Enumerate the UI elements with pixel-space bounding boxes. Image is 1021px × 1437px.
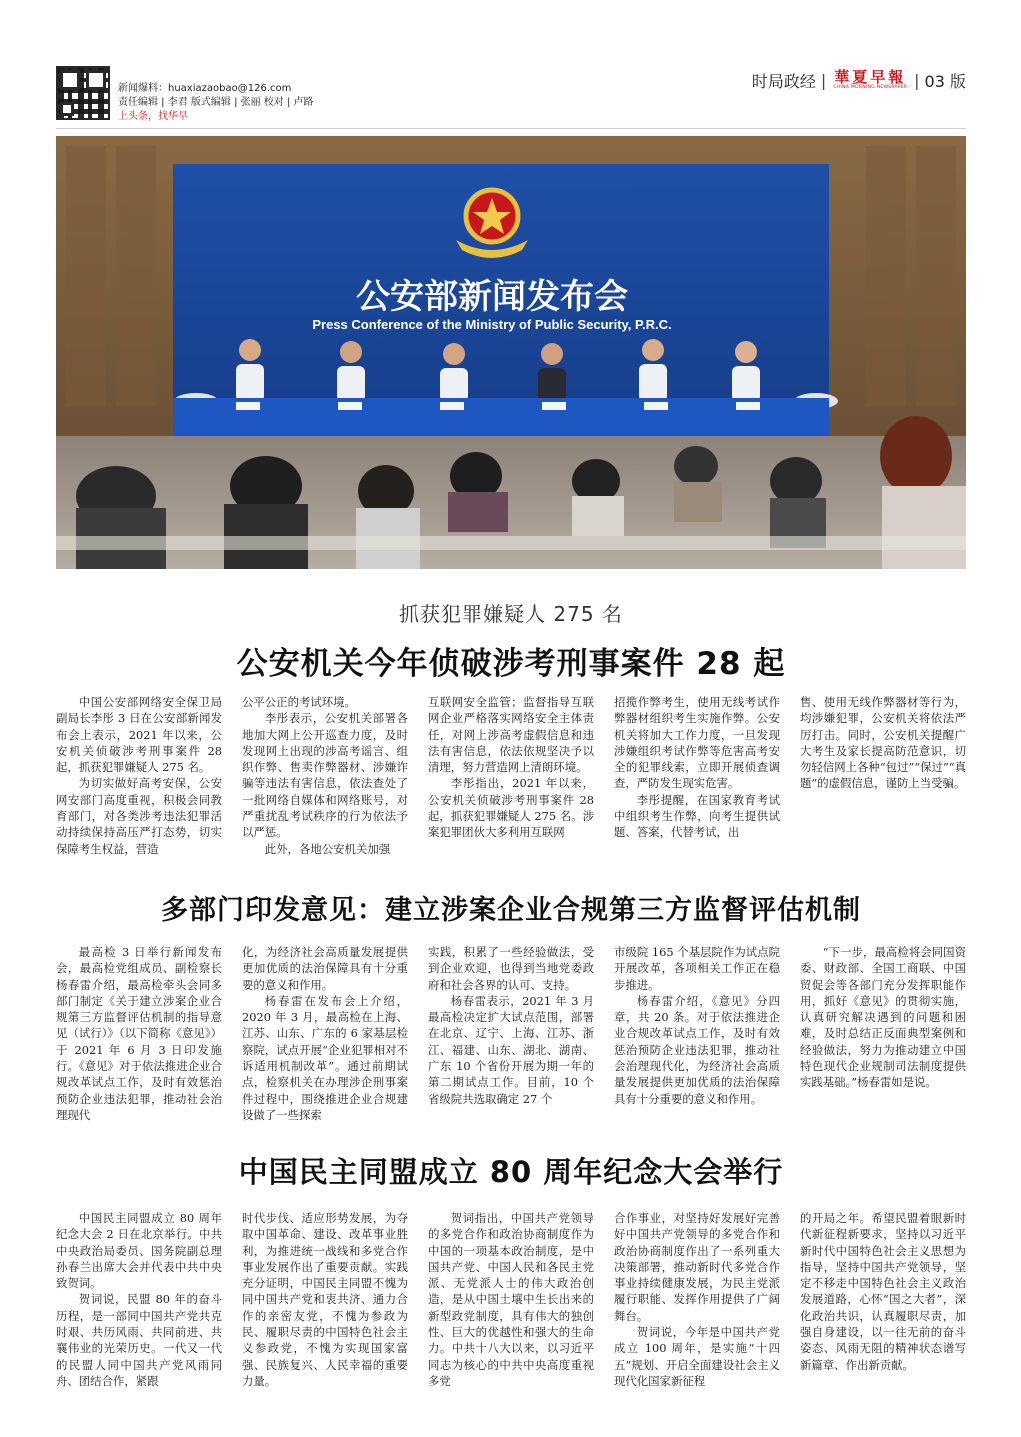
separator: | [820, 70, 827, 90]
paragraph: 此外，各地公安机关加强 [264, 841, 391, 856]
paragraph: 贺词说，今年是中国共产党成立 100 周年，是实施“十四五”规划、开启全面建设社会主义现代化国家新征程 [614, 1325, 780, 1388]
page-header [56, 60, 966, 132]
article1-column [242, 694, 408, 856]
separator: | [914, 70, 920, 90]
article1-kicker: 抓获犯罪嫌疑人 275 名 [399, 602, 623, 626]
paragraph: 的开局之年。希望民盟着眼新时代新征程新要求，坚持以习近平新时代中国特色社会主义思想为指导，坚持中国共产党领导，坚定不移走中国特色社会主义政治发展道路，心怀“国之大者”，深化政治共识，认真履职尽责，加强自身建设，以一往无前的奋斗姿态、风雨无阻的精神状态谱写新篇章、作出新贡献。 [800, 1211, 966, 1372]
paragraph: 售、使用无线作弊器材等行为，均涉嫌犯罪，公安机关将依法严厉打击。同时，公安机关提醒广大考生及家长提高防范意识，切勿轻信网上各种“包过”“保过”“真题”的虚假信息，谨防上当受骗。 [800, 695, 966, 791]
backdrop-subtitle: Press Conference of the Ministry of Public Security, P.R.C. [312, 317, 672, 332]
paragraph: 时代步伐、适应形势发展，为夺取中国革命、建设、改革事业胜利，为推进统一战线和多党合作事业发展作出了重要贡献。实践充分证明，中国民主同盟不愧为同中国共产党和衷共济、通力合作的亲密友党，不愧为参政为民、履职尽责的中国特色社会主义参政党，不愧为实现国家富强、民族复兴、人民幸福的重要力量。 [242, 1211, 408, 1388]
paragraph: 最高检 3 日举行新闻发布会，最高检党组成员、副检察长杨春雷介绍，最高检牵头会同多部门制定《关于建立涉案企业合规第三方监督评估机制的指导意见（试行）》（以下简称《意见》）于 2021 年 6 月 3 日印发施行。《意见》对于依法推进企业合规改革试点工作，及时有效惩治预防企业违法犯罪，推动社会治理现代 [56, 945, 222, 1122]
article2-column [242, 944, 408, 1132]
article3-column [56, 1210, 222, 1390]
paragraph: 互联网安全监管；监督指导互联网企业严格落实网络安全主体责任，对网上涉高考虚假信息和违法有害信息，依法依规坚决予以清理，努力营造网上清朗环境。 [428, 695, 594, 775]
page-section-header [752, 66, 966, 94]
article2-column [56, 944, 222, 1132]
article1-column [614, 694, 780, 840]
article2-column [614, 944, 780, 1132]
header-divider [56, 128, 966, 129]
paragraph: 中国民主同盟成立 80 周年纪念大会 2 日在北京举行。中共中央政治局委员、国务院副总理孙春兰出席大会并代表中共中央致贺词。 [56, 1211, 222, 1291]
article3-column [428, 1210, 594, 1390]
page-number: 03 版 [924, 71, 966, 91]
article2-headline: 多部门印发意见：建立涉案企业合规第三方监督评估机制 [161, 895, 861, 926]
article2-column [800, 944, 966, 1132]
paragraph: 李彤指出，2021 年以来，公安机关侦破涉考刑事案件 28 起，抓获犯罪嫌疑人 275 名。涉案犯罪团伙大多利用互联网 [428, 776, 594, 840]
article1-column [800, 694, 966, 834]
paragraph: 贺词说，民盟 80 年的奋斗历程，是一部同中国共产党共克时艰、共历风雨、共同前进、共襄伟业的光荣历史。一代又一代的民盟人同中国共产党风雨同舟、团结合作，紧跟 [56, 1292, 222, 1388]
tip-line: 新闻爆料：huaxiazaobao@126.com [118, 83, 292, 94]
paragraph: 实践，积累了一些经验做法，受到企业欢迎，也得到当地党委政府和社会各界的认可、支持。 [428, 945, 594, 992]
paragraph: 公平公正的考试环境。 [242, 695, 356, 709]
editors-line: 责任编辑 | 李君 版式编辑 | 张丽 校对 | 卢路 [118, 97, 314, 108]
newspaper-logo [831, 67, 909, 93]
press-conference-photo [56, 136, 966, 569]
article3-headline: 中国民主同盟成立 80 周年纪念大会举行 [238, 1155, 784, 1189]
paragraph: 招揽作弊考生，使用无线考试作弊器材组织考生实施作弊。公安机关将加大工作力度，一旦发现涉嫌组织考试作弊等危害高考安全的犯罪线索，立即开展侦查调查，严防发生现实危害。 [614, 695, 780, 791]
article2-body [56, 944, 966, 1132]
article3-body [56, 1210, 966, 1390]
masthead-meta [118, 82, 314, 124]
section-name: 时局政经 [751, 71, 816, 91]
paragraph: 化，为经济社会高质量发展提供更加优质的法治保障具有十分重要的意义和作用。 [242, 945, 408, 992]
paragraph: 市级院 165 个基层院作为试点院开展改革，各项相关工作正在稳步推进。 [614, 945, 780, 992]
paragraph: 贺词指出，中国共产党领导的多党合作和政治协商制度作为中国的一项基本政治制度，是中国共产党、中国人民和各民主党派、无党派人士的伟大政治创造，是从中国土壤中生长出来的新型政党制度，具有伟大的独创性、巨大的优越性和强大的生命力。中共十八大以来，以习近平同志为核心的中共中央高度重视多党 [428, 1211, 594, 1388]
paragraph: 合作事业，对坚持好发展好完善好中国共产党领导的多党合作和政治协商制度作出了一系列重大决策部署，推动新时代多党合作事业持续健康发展，为民主党派履行职能、发挥作用提供了广阔舞台。 [614, 1211, 780, 1323]
article1-column [56, 694, 222, 856]
article3-column [614, 1210, 780, 1390]
paragraph: 杨春雷表示，2021 年 3 月最高检决定扩大试点范围，部署在北京、辽宁、上海、江苏、浙江、福建、山东、湖北、湖南、广东 10 个省份开展为期一年的第二期试点工作。目前，10 个省级院共选取确定 27 个 [428, 993, 594, 1106]
paragraph: 中国公安部网络安全保卫局副局长李彤 3 日在公安部新闻发布会上表示，2021 年以来，公安机关侦破涉考刑事案件 28 起，抓获犯罪嫌疑人 275 名。 [56, 695, 222, 775]
logo-text: 華夏早報 [834, 68, 907, 86]
article1-headline: 公安机关今年侦破涉考刑事案件 28 起 [236, 646, 786, 682]
backdrop-title: 公安部新闻发布会 [356, 277, 628, 317]
paragraph: 杨春雷介绍，《意见》分四章，共 20 条。对于依法推进企业合规改革试点工作，及时有效惩治预防企业违法犯罪，推动社会治理现代化，为经济社会高质量发展提供更加优质的法治保障具有十分重要的意义和作用。 [614, 993, 780, 1106]
article1-body [56, 694, 966, 856]
qr-code-icon[interactable] [56, 66, 110, 120]
paragraph: “下一步，最高检将会同国资委、财政部、全国工商联、中国贸促会等各部门充分发挥职能作用，抓好《意见》的贯彻实施，认真研究解决遇到的问题和困难，及时总结正反面典型案例和经验做法，努力为推动建立中国特色现代企业规制司法制度提供实践基础。”杨春雷如是说。 [800, 945, 966, 1090]
paragraph: 杨春雷在发布会上介绍，2020 年 3 月，最高检在上海、江苏、山东、广东的 6 家基层检察院，试点开展“企业犯罪相对不诉适用机制改革”。通过前期试点，检察机关在办理涉企刑事案件过程中，围绕推进企业合规建设做了一些探索 [242, 993, 408, 1122]
logo-subtext: CHINA MORNING NEWSPAPER [833, 85, 908, 90]
slogan: 上头条，找华早 [118, 111, 188, 122]
article1-column [428, 694, 594, 840]
photo-illustration [56, 136, 966, 569]
article2-column [428, 944, 594, 1132]
paragraph: 为切实做好高考安保，公安网安部门高度重视，积极会同教育部门，对各类涉考违法犯罪活动持续保持高压严打态势，切实保障考生权益，营造 [56, 776, 222, 856]
paragraph: 李彤提醒，在国家教育考试中组织考生作弊，向考生提供试题、答案，代替考试，出 [614, 792, 780, 840]
article3-column [800, 1210, 966, 1390]
paragraph: 李彤表示，公安机关部署各地加大网上公开巡查力度，及时发现网上出现的涉高考谣言、组织作弊、售卖作弊器材、涉嫌诈骗等违法有害信息，依法查处了一批网络自媒体和网络账号，对严重扰乱考试秩序的行为依法予以严惩。 [242, 711, 408, 840]
article3-column [242, 1210, 408, 1390]
